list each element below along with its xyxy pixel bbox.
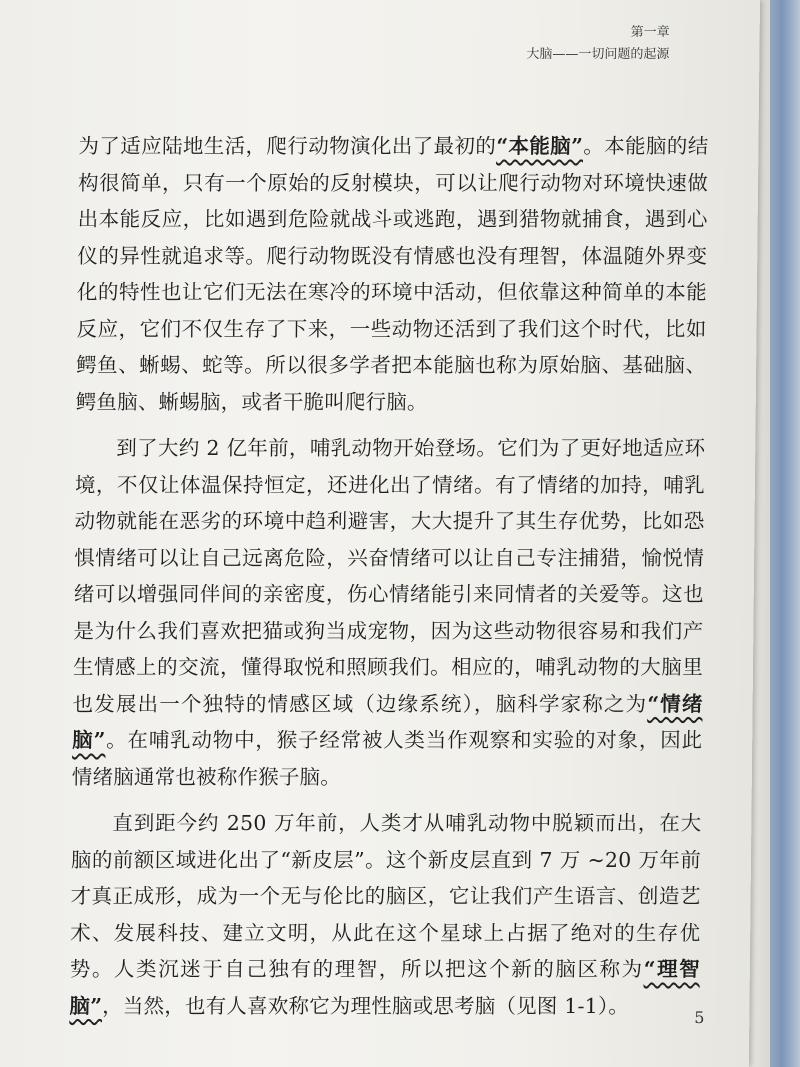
paragraph-text: 到了大约 2 亿年前，哺乳动物开始登场。它们为了更好地适应环境，不仅让体温保持恒定，还进化出了情绪。有了情绪的加持，哺乳动物就能在恶劣的环境中趋利避害，大大提升了其生存优势，比如恐惧情绪可以让自己远离危险，兴奋情绪可以让自己专注捕猎，愉悦情绪可以增强同伴间的亲密度，伤心情绪能引来同情者的关爱等。这也是为什么我们喜欢把猫或狗当成宠物，因为这些动物很容易和我们产生情感上的交流，懂得取悦和照顾我们。相应的，哺乳动物的大脑里也发展出一个独特的情感区域（边缘系统），脑科学家称之为 [72,436,706,716]
highlighted-term: “本能脑” [496,134,584,158]
paragraph-text: 直到距今约 250 万年前，人类才从哺乳动物中脱颖而出，在大脑的前额区域进化出了“新皮层”。这个新皮层直到 7 万 ~20 万年前才真正成形，成为一个无与伦比的脑区，它让我们产生语言、创造艺术、发展科技、建立文明，从此在这个星球上占据了绝对的生存优势。人类沉迷于自己独有的理智，所以把这个新的脑区称为 [69,811,702,981]
highlighted-term: “情绪脑” [72,691,703,752]
paragraph [76,128,709,420]
paragraph-text: 为了适应陆地生活，爬行动物演化出了最初的 [78,134,497,158]
page-number: 5 [694,1008,705,1027]
chapter-label: 第一章 [630,25,670,40]
paragraph-text: 。本能脑的结构很简单，只有一个原始的反射模块，可以让爬行动物对环境快速做出本能反应，比如遇到危险就战斗或逃跑，遇到猎物就捕食，遇到心仪的异性就追求等。爬行动物既没有情感也没有理智，体温随外界变化的特性也让它们无法在寒冷的环境中活动，但依靠这种简单的本能反应，它们不仅生存了下来，一些动物还活到了我们这个时代，比如鳄鱼、蜥蜴、蛇等。所以很多学者把本能脑也称为原始脑、基础脑、鳄鱼脑、蜥蜴脑，或者干脆叫爬行脑。 [75,134,709,414]
body-text [69,128,708,1034]
highlighted-term: “理智脑” [69,957,700,1018]
paragraph [72,430,706,795]
chapter-title: 大脑——一切问题的起源 [526,47,670,62]
paragraph-text: ，当然，也有人喜欢称它为理性脑或思考脑（见图 1-1）。 [102,993,630,1018]
paragraph [69,805,701,1024]
running-header [526,22,669,66]
paragraph-text: 。在哺乳动物中，猴子经常被人类当作观察和实验的对象，因此情绪脑通常也被称作猴子脑。 [71,728,703,789]
